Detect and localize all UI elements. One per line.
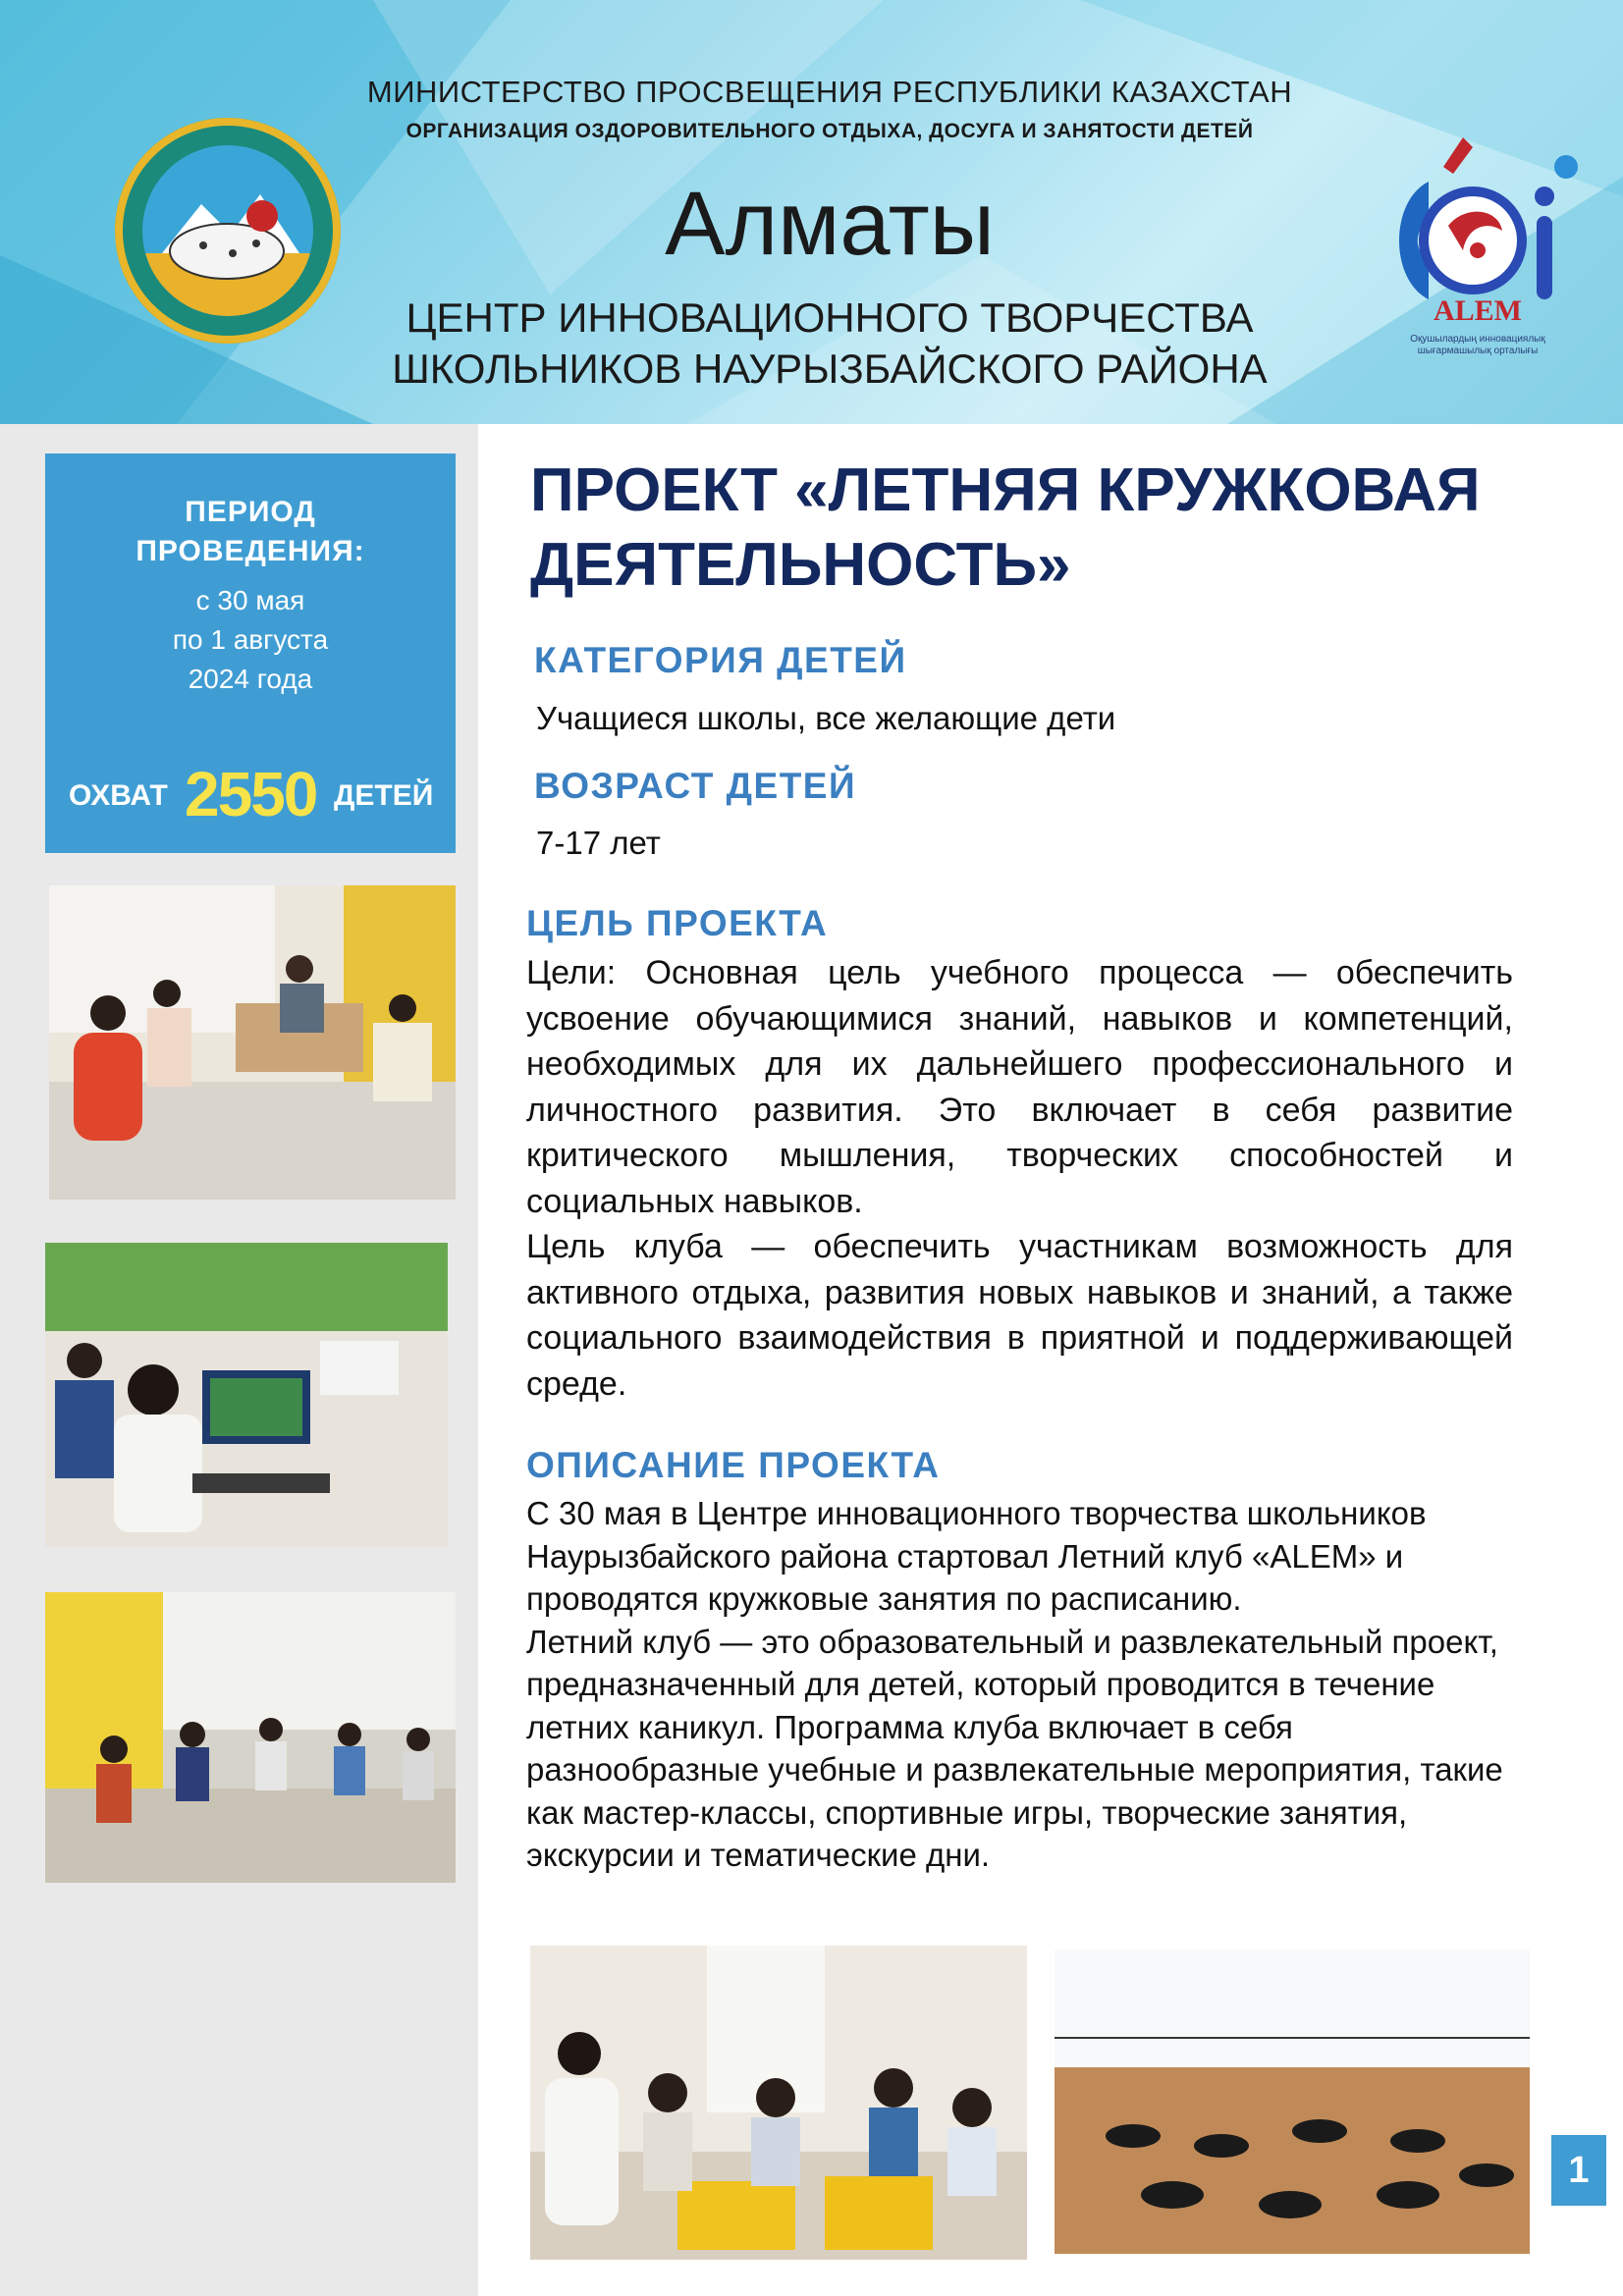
period-info-box	[45, 454, 456, 853]
age-text: 7-17 лет	[536, 825, 661, 861]
city-title: Алматы	[665, 174, 995, 274]
photo-dance-class	[1055, 1949, 1530, 2254]
goal-text	[526, 950, 1513, 1407]
reach-suffix: ДЕТЕЙ	[334, 779, 434, 812]
page-number: 1	[1551, 2135, 1606, 2206]
period-dates	[45, 581, 456, 699]
project-title	[530, 454, 1571, 603]
alem-logo-text: ALEM	[1434, 294, 1522, 327]
project-title-line-1: ПРОЕКТ «ЛЕТНЯЯ КРУЖКОВАЯ	[530, 456, 1481, 524]
category-text: Учащиеся школы, все желающие дети	[536, 700, 1116, 736]
reach-number: 2550	[185, 759, 317, 829]
photo-computer-lab	[45, 1243, 448, 1547]
period-dates-line-2: по 1 августа	[172, 624, 329, 655]
goal-paragraph-1: Цели: Основная цель учебного процесса — обеспечить усвоение обучающимися знаний, навыков и компетенций, необходимых для их дальнейшего профессионального и личностного развития. Это включает в себя развитие критического мышления, творческих способностей и социальных навыков.	[526, 954, 1513, 1220]
description-heading: ОПИСАНИЕ ПРОЕКТА	[526, 1445, 941, 1485]
age-heading: ВОЗРАСТ ДЕТЕЙ	[534, 766, 857, 806]
center-name-line-2: ШКОЛЬНИКОВ НАУРЫЗБАЙСКОГО РАЙОНА	[392, 346, 1268, 392]
photo-lego-class	[530, 1946, 1027, 2260]
period-dates-line-1: с 30 мая	[195, 585, 305, 615]
project-title-line-2: ДЕЯТЕЛЬНОСТЬ»	[530, 531, 1071, 599]
alem-logo-subtext: Оқушылардың инновациялық шығармашылық орталығы	[1410, 334, 1545, 356]
photo-music-class	[45, 1592, 456, 1883]
description-text	[526, 1492, 1518, 1877]
description-paragraph-1: С 30 мая в Центре инновационного творчества школьников Наурызбайского района стартовал Летний клуб «ALEM» и проводятся кружковые занятия по расписанию.	[526, 1495, 1427, 1617]
description-paragraph-2: Летний клуб — это образовательный и развлекательный проект, предназначенный для детей, который проводится в течение летних каникул. Программа клуба включает в себя разнообразные учебные и развлекательные мероприятия, такие как мастер-классы, спортивные игры, творческие занятия, экскурсии и тематические дни.	[526, 1623, 1503, 1873]
reach-stat	[45, 758, 456, 829]
header-banner	[0, 0, 1623, 424]
almaty-city-emblem-icon	[115, 118, 341, 344]
goal-heading: ЦЕЛЬ ПРОЕКТА	[526, 903, 829, 943]
center-name	[324, 293, 1335, 395]
organization-name: ОРГАНИЗАЦИЯ ОЗДОРОВИТЕЛЬНОГО ОТДЫХА, ДОСУГА И ЗАНЯТОСТИ ДЕТЕЙ	[406, 120, 1254, 142]
period-title	[45, 493, 456, 571]
category-heading: КАТЕГОРИЯ ДЕТЕЙ	[534, 640, 907, 680]
period-dates-line-3: 2024 года	[188, 664, 313, 694]
period-title-line-2: ПРОВЕДЕНИЯ:	[135, 535, 365, 567]
goal-paragraph-2: Цель клуба — обеспечить участникам возможность для активного отдыха, развития новых навыков и знаний, а также социального взаимодействия в приятной и поддерживающей среде.	[526, 1228, 1513, 1403]
period-title-line-1: ПЕРИОД	[185, 496, 316, 528]
ministry-name: МИНИСТЕРСТВО ПРОСВЕЩЕНИЯ РЕСПУБЛИКИ КАЗАХСТАН	[366, 75, 1293, 109]
reach-prefix: ОХВАТ	[69, 779, 168, 812]
photo-classroom	[49, 885, 456, 1200]
center-name-line-1: ЦЕНТР ИННОВАЦИОННОГО ТВОРЧЕСТВА	[406, 294, 1254, 341]
